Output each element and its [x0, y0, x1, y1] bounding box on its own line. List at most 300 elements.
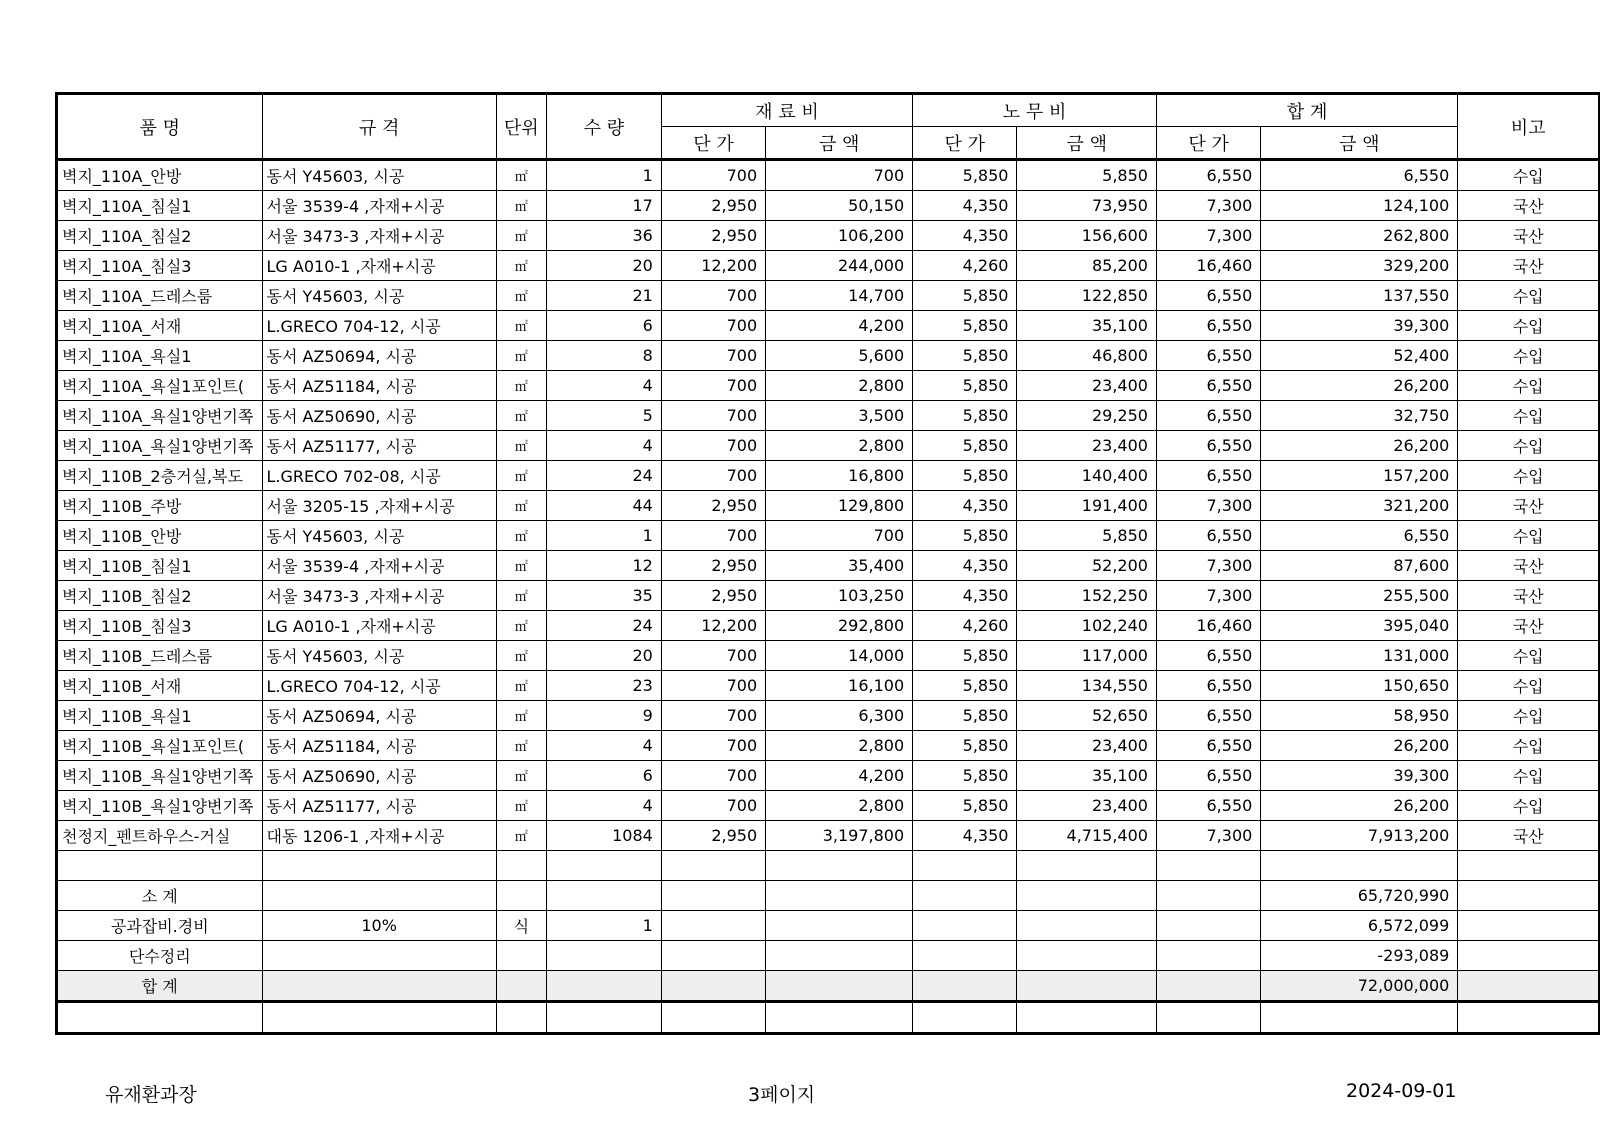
table-row [57, 821, 1600, 851]
material-unit-price: 700 [661, 401, 765, 431]
item-name: 벽지_110B_드레스룸 [57, 641, 263, 671]
labor-amount: 23,400 [1017, 371, 1157, 401]
total-amount: 124,100 [1261, 191, 1458, 221]
material-amount: 16,100 [766, 671, 913, 701]
item-spec: 동서 Y45603, 시공 [262, 281, 496, 311]
total-amount: 329,200 [1261, 251, 1458, 281]
item-unit: ㎡ [496, 821, 546, 851]
total-amount: 395,040 [1261, 611, 1458, 641]
item-unit: ㎡ [496, 371, 546, 401]
labor-amount: 5,850 [1017, 521, 1157, 551]
header-total-unit-price: 단 가 [1156, 127, 1260, 160]
total-amount: 52,400 [1261, 341, 1458, 371]
header-material-amount: 금 액 [766, 127, 913, 160]
item-unit: ㎡ [496, 160, 546, 191]
item-spec: L.GRECO 704-12, 시공 [262, 311, 496, 341]
item-note: 국산 [1458, 221, 1600, 251]
item-unit: ㎡ [496, 551, 546, 581]
table-row [57, 641, 1600, 671]
header-labor-amount: 금 액 [1017, 127, 1157, 160]
item-unit: ㎡ [496, 701, 546, 731]
header-total-amount: 금 액 [1261, 127, 1458, 160]
item-name: 벽지_110A_침실2 [57, 221, 263, 251]
item-spec: 동서 Y45603, 시공 [262, 641, 496, 671]
item-name: 벽지_110A_드레스룸 [57, 281, 263, 311]
item-spec: 서울 3539-4 ,자재+시공 [262, 551, 496, 581]
item-unit: ㎡ [496, 791, 546, 821]
table-row [57, 611, 1600, 641]
labor-unit-price: 4,350 [913, 191, 1017, 221]
total-unit-price: 6,550 [1156, 401, 1260, 431]
header-total: 합 계 [1156, 94, 1457, 127]
material-amount: 244,000 [766, 251, 913, 281]
item-spec: 동서 AZ51177, 시공 [262, 791, 496, 821]
labor-unit-price: 5,850 [913, 701, 1017, 731]
item-name: 벽지_110A_욕실1양변기쪽 [57, 431, 263, 461]
total-amount: 262,800 [1261, 221, 1458, 251]
table-row [57, 341, 1600, 371]
item-qty: 9 [546, 701, 661, 731]
material-amount: 3,197,800 [766, 821, 913, 851]
labor-amount: 140,400 [1017, 461, 1157, 491]
labor-unit-price: 5,850 [913, 160, 1017, 191]
item-note: 수입 [1458, 791, 1600, 821]
labor-unit-price: 5,850 [913, 671, 1017, 701]
item-name: 벽지_110B_욕실1양변기쪽 [57, 791, 263, 821]
header-note: 비고 [1458, 94, 1600, 160]
item-name: 벽지_110A_욕실1양변기쪽 [57, 401, 263, 431]
material-unit-price: 12,200 [661, 251, 765, 281]
material-amount: 106,200 [766, 221, 913, 251]
material-unit-price: 2,950 [661, 491, 765, 521]
material-unit-price: 700 [661, 341, 765, 371]
item-spec: 동서 AZ50694, 시공 [262, 701, 496, 731]
labor-amount: 52,650 [1017, 701, 1157, 731]
blank-row [57, 851, 1600, 881]
material-amount: 2,800 [766, 791, 913, 821]
overhead-row [57, 911, 1600, 941]
total-unit-price: 6,550 [1156, 371, 1260, 401]
table-row [57, 491, 1600, 521]
item-spec: LG A010-1 ,자재+시공 [262, 611, 496, 641]
table-row [57, 671, 1600, 701]
item-qty: 8 [546, 341, 661, 371]
material-amount: 35,400 [766, 551, 913, 581]
item-unit: ㎡ [496, 761, 546, 791]
item-spec: 동서 AZ51177, 시공 [262, 431, 496, 461]
overhead-qty: 1 [546, 911, 661, 941]
material-unit-price: 700 [661, 521, 765, 551]
material-unit-price: 700 [661, 160, 765, 191]
item-note: 수입 [1458, 401, 1600, 431]
subtotal-row [57, 881, 1600, 911]
item-qty: 23 [546, 671, 661, 701]
footer-date: 2024-09-01 [1346, 1080, 1457, 1102]
material-unit-price: 700 [661, 281, 765, 311]
labor-amount: 73,950 [1017, 191, 1157, 221]
item-unit: ㎡ [496, 431, 546, 461]
total-amount: 32,750 [1261, 401, 1458, 431]
item-note: 수입 [1458, 160, 1600, 191]
table-row [57, 521, 1600, 551]
item-spec: L.GRECO 702-08, 시공 [262, 461, 496, 491]
table-row [57, 581, 1600, 611]
item-qty: 17 [546, 191, 661, 221]
item-note: 수입 [1458, 641, 1600, 671]
item-spec: LG A010-1 ,자재+시공 [262, 251, 496, 281]
item-unit: ㎡ [496, 251, 546, 281]
total-label: 합 계 [57, 971, 263, 1002]
table-row [57, 761, 1600, 791]
subtotal-label: 소 계 [57, 881, 263, 911]
table-body [57, 160, 1600, 851]
item-spec: 대동 1206-1 ,자재+시공 [262, 821, 496, 851]
item-name: 벽지_110A_욕실1포인트( [57, 371, 263, 401]
header-name: 품 명 [57, 94, 263, 160]
item-spec: 동서 AZ50690, 시공 [262, 401, 496, 431]
item-name: 벽지_110B_침실1 [57, 551, 263, 581]
labor-unit-price: 4,350 [913, 221, 1017, 251]
item-name: 벽지_110A_욕실1 [57, 341, 263, 371]
total-amount: 26,200 [1261, 371, 1458, 401]
labor-amount: 23,400 [1017, 431, 1157, 461]
item-unit: ㎡ [496, 491, 546, 521]
header-unit: 단위 [496, 94, 546, 160]
total-amount: 87,600 [1261, 551, 1458, 581]
item-qty: 12 [546, 551, 661, 581]
item-note: 수입 [1458, 701, 1600, 731]
table-header [57, 94, 1600, 160]
item-spec: 동서 Y45603, 시공 [262, 160, 496, 191]
total-amount: 150,650 [1261, 671, 1458, 701]
labor-amount: 23,400 [1017, 791, 1157, 821]
item-unit: ㎡ [496, 221, 546, 251]
material-amount: 103,250 [766, 581, 913, 611]
item-note: 수입 [1458, 281, 1600, 311]
total-amount: 7,913,200 [1261, 821, 1458, 851]
rounding-label: 단수정리 [57, 941, 263, 971]
total-unit-price: 6,550 [1156, 791, 1260, 821]
material-unit-price: 2,950 [661, 221, 765, 251]
total-unit-price: 7,300 [1156, 191, 1260, 221]
total-unit-price: 7,300 [1156, 491, 1260, 521]
total-amount: 321,200 [1261, 491, 1458, 521]
item-name: 벽지_110B_주방 [57, 491, 263, 521]
item-qty: 21 [546, 281, 661, 311]
header-spec: 규 격 [262, 94, 496, 160]
total-amount: 26,200 [1261, 791, 1458, 821]
item-name: 벽지_110B_욕실1 [57, 701, 263, 731]
item-qty: 4 [546, 791, 661, 821]
labor-unit-price: 4,350 [913, 821, 1017, 851]
item-note: 국산 [1458, 581, 1600, 611]
item-unit: ㎡ [496, 461, 546, 491]
item-name: 벽지_110B_침실2 [57, 581, 263, 611]
item-qty: 44 [546, 491, 661, 521]
overhead-amount: 6,572,099 [1261, 911, 1458, 941]
item-name: 벽지_110A_서재 [57, 311, 263, 341]
item-qty: 5 [546, 401, 661, 431]
table-row [57, 371, 1600, 401]
table-row [57, 311, 1600, 341]
material-amount: 700 [766, 521, 913, 551]
material-amount: 5,600 [766, 341, 913, 371]
item-note: 국산 [1458, 611, 1600, 641]
rounding-row [57, 941, 1600, 971]
item-note: 수입 [1458, 671, 1600, 701]
material-amount: 50,150 [766, 191, 913, 221]
item-qty: 6 [546, 761, 661, 791]
item-unit: ㎡ [496, 341, 546, 371]
labor-amount: 4,715,400 [1017, 821, 1157, 851]
item-note: 수입 [1458, 311, 1600, 341]
item-note: 수입 [1458, 521, 1600, 551]
material-unit-price: 700 [661, 671, 765, 701]
material-unit-price: 700 [661, 641, 765, 671]
item-spec: 서울 3205-15 ,자재+시공 [262, 491, 496, 521]
material-unit-price: 700 [661, 701, 765, 731]
total-unit-price: 6,550 [1156, 761, 1260, 791]
item-unit: ㎡ [496, 401, 546, 431]
material-amount: 2,800 [766, 731, 913, 761]
labor-unit-price: 4,260 [913, 611, 1017, 641]
table-row [57, 701, 1600, 731]
table-row [57, 791, 1600, 821]
material-amount: 14,000 [766, 641, 913, 671]
item-spec: 동서 Y45603, 시공 [262, 521, 496, 551]
total-row [57, 971, 1600, 1002]
overhead-spec: 10% [262, 911, 496, 941]
labor-unit-price: 5,850 [913, 371, 1017, 401]
item-note: 수입 [1458, 461, 1600, 491]
labor-unit-price: 5,850 [913, 431, 1017, 461]
table-row [57, 251, 1600, 281]
item-unit: ㎡ [496, 521, 546, 551]
total-unit-price: 16,460 [1156, 251, 1260, 281]
material-unit-price: 700 [661, 761, 765, 791]
estimate-table [55, 92, 1600, 1035]
total-amount: 39,300 [1261, 311, 1458, 341]
total-amount: 26,200 [1261, 731, 1458, 761]
item-note: 국산 [1458, 191, 1600, 221]
total-amount: 6,550 [1261, 160, 1458, 191]
total-amount: 157,200 [1261, 461, 1458, 491]
labor-unit-price: 5,850 [913, 461, 1017, 491]
total-amount: 6,550 [1261, 521, 1458, 551]
total-unit-price: 7,300 [1156, 221, 1260, 251]
labor-amount: 85,200 [1017, 251, 1157, 281]
item-spec: 서울 3473-3 ,자재+시공 [262, 221, 496, 251]
blank-row [57, 1002, 1600, 1034]
total-unit-price: 6,550 [1156, 160, 1260, 191]
item-note: 수입 [1458, 341, 1600, 371]
labor-amount: 23,400 [1017, 731, 1157, 761]
material-amount: 2,800 [766, 371, 913, 401]
labor-unit-price: 5,850 [913, 761, 1017, 791]
item-name: 벽지_110A_침실1 [57, 191, 263, 221]
item-qty: 1084 [546, 821, 661, 851]
labor-amount: 122,850 [1017, 281, 1157, 311]
footer-page-number: 3페이지 [748, 1084, 816, 1106]
labor-amount: 35,100 [1017, 761, 1157, 791]
item-name: 천정지_펜트하우스-거실 [57, 821, 263, 851]
labor-amount: 156,600 [1017, 221, 1157, 251]
total-unit-price: 6,550 [1156, 521, 1260, 551]
item-note: 국산 [1458, 551, 1600, 581]
total-amount: 131,000 [1261, 641, 1458, 671]
item-name: 벽지_110B_안방 [57, 521, 263, 551]
labor-unit-price: 5,850 [913, 281, 1017, 311]
total-unit-price: 6,550 [1156, 281, 1260, 311]
total-amount: 72,000,000 [1261, 971, 1458, 1002]
material-unit-price: 12,200 [661, 611, 765, 641]
item-unit: ㎡ [496, 281, 546, 311]
header-labor: 노 무 비 [913, 94, 1157, 127]
item-spec: 서울 3473-3 ,자재+시공 [262, 581, 496, 611]
total-unit-price: 6,550 [1156, 701, 1260, 731]
footer-author: 유재환과장 [105, 1084, 197, 1106]
labor-unit-price: 5,850 [913, 311, 1017, 341]
item-qty: 4 [546, 731, 661, 761]
item-spec: L.GRECO 704-12, 시공 [262, 671, 496, 701]
table-row [57, 160, 1600, 191]
item-qty: 20 [546, 641, 661, 671]
material-amount: 700 [766, 160, 913, 191]
header-material-unit-price: 단 가 [661, 127, 765, 160]
material-unit-price: 2,950 [661, 581, 765, 611]
material-amount: 14,700 [766, 281, 913, 311]
table-row [57, 221, 1600, 251]
labor-unit-price: 5,850 [913, 341, 1017, 371]
item-qty: 4 [546, 371, 661, 401]
material-amount: 6,300 [766, 701, 913, 731]
rounding-amount: -293,089 [1261, 941, 1458, 971]
total-amount: 26,200 [1261, 431, 1458, 461]
item-qty: 1 [546, 521, 661, 551]
material-amount: 4,200 [766, 761, 913, 791]
labor-unit-price: 5,850 [913, 521, 1017, 551]
total-unit-price: 6,550 [1156, 641, 1260, 671]
item-qty: 4 [546, 431, 661, 461]
item-qty: 1 [546, 160, 661, 191]
material-unit-price: 700 [661, 371, 765, 401]
labor-unit-price: 5,850 [913, 401, 1017, 431]
total-unit-price: 6,550 [1156, 311, 1260, 341]
total-unit-price: 7,300 [1156, 551, 1260, 581]
item-note: 국산 [1458, 491, 1600, 521]
labor-unit-price: 4,350 [913, 581, 1017, 611]
labor-amount: 46,800 [1017, 341, 1157, 371]
total-amount: 39,300 [1261, 761, 1458, 791]
item-qty: 24 [546, 611, 661, 641]
table-row [57, 191, 1600, 221]
material-unit-price: 2,950 [661, 551, 765, 581]
material-unit-price: 700 [661, 731, 765, 761]
item-name: 벽지_110A_안방 [57, 160, 263, 191]
item-name: 벽지_110B_침실3 [57, 611, 263, 641]
labor-amount: 152,250 [1017, 581, 1157, 611]
item-name: 벽지_110B_2층거실,복도 [57, 461, 263, 491]
header-material: 재 료 비 [661, 94, 912, 127]
summary-body [57, 851, 1600, 1034]
total-unit-price: 6,550 [1156, 461, 1260, 491]
material-amount: 3,500 [766, 401, 913, 431]
item-qty: 36 [546, 221, 661, 251]
item-unit: ㎡ [496, 581, 546, 611]
item-qty: 20 [546, 251, 661, 281]
total-amount: 255,500 [1261, 581, 1458, 611]
material-unit-price: 700 [661, 791, 765, 821]
material-amount: 292,800 [766, 611, 913, 641]
material-unit-price: 2,950 [661, 191, 765, 221]
item-spec: 동서 AZ51184, 시공 [262, 371, 496, 401]
labor-unit-price: 5,850 [913, 791, 1017, 821]
labor-amount: 35,100 [1017, 311, 1157, 341]
total-unit-price: 16,460 [1156, 611, 1260, 641]
item-qty: 6 [546, 311, 661, 341]
material-amount: 2,800 [766, 431, 913, 461]
table-row [57, 281, 1600, 311]
material-amount: 16,800 [766, 461, 913, 491]
item-spec: 동서 AZ50690, 시공 [262, 761, 496, 791]
total-unit-price: 7,300 [1156, 821, 1260, 851]
header-qty: 수 량 [546, 94, 661, 160]
labor-amount: 117,000 [1017, 641, 1157, 671]
labor-unit-price: 4,350 [913, 551, 1017, 581]
item-note: 수입 [1458, 371, 1600, 401]
total-unit-price: 6,550 [1156, 671, 1260, 701]
table-row [57, 431, 1600, 461]
item-note: 수입 [1458, 431, 1600, 461]
labor-unit-price: 5,850 [913, 731, 1017, 761]
labor-amount: 5,850 [1017, 160, 1157, 191]
labor-amount: 134,550 [1017, 671, 1157, 701]
table-row [57, 461, 1600, 491]
item-unit: ㎡ [496, 191, 546, 221]
material-unit-price: 2,950 [661, 821, 765, 851]
header-labor-unit-price: 단 가 [913, 127, 1017, 160]
total-amount: 58,950 [1261, 701, 1458, 731]
item-note: 수입 [1458, 761, 1600, 791]
subtotal-amount: 65,720,990 [1261, 881, 1458, 911]
item-spec: 동서 AZ50694, 시공 [262, 341, 496, 371]
item-name: 벽지_110B_욕실1양변기쪽 [57, 761, 263, 791]
item-unit: ㎡ [496, 611, 546, 641]
item-name: 벽지_110B_서재 [57, 671, 263, 701]
table-row [57, 401, 1600, 431]
item-qty: 35 [546, 581, 661, 611]
material-unit-price: 700 [661, 431, 765, 461]
material-unit-price: 700 [661, 311, 765, 341]
material-unit-price: 700 [661, 461, 765, 491]
labor-amount: 102,240 [1017, 611, 1157, 641]
table-row [57, 551, 1600, 581]
item-unit: ㎡ [496, 641, 546, 671]
table-row [57, 731, 1600, 761]
item-name: 벽지_110B_욕실1포인트( [57, 731, 263, 761]
labor-unit-price: 4,260 [913, 251, 1017, 281]
item-spec: 서울 3539-4 ,자재+시공 [262, 191, 496, 221]
overhead-label: 공과잡비.경비 [57, 911, 263, 941]
item-note: 국산 [1458, 251, 1600, 281]
item-spec: 동서 AZ51184, 시공 [262, 731, 496, 761]
labor-unit-price: 5,850 [913, 641, 1017, 671]
labor-amount: 52,200 [1017, 551, 1157, 581]
labor-unit-price: 4,350 [913, 491, 1017, 521]
item-unit: ㎡ [496, 311, 546, 341]
item-qty: 24 [546, 461, 661, 491]
material-amount: 129,800 [766, 491, 913, 521]
